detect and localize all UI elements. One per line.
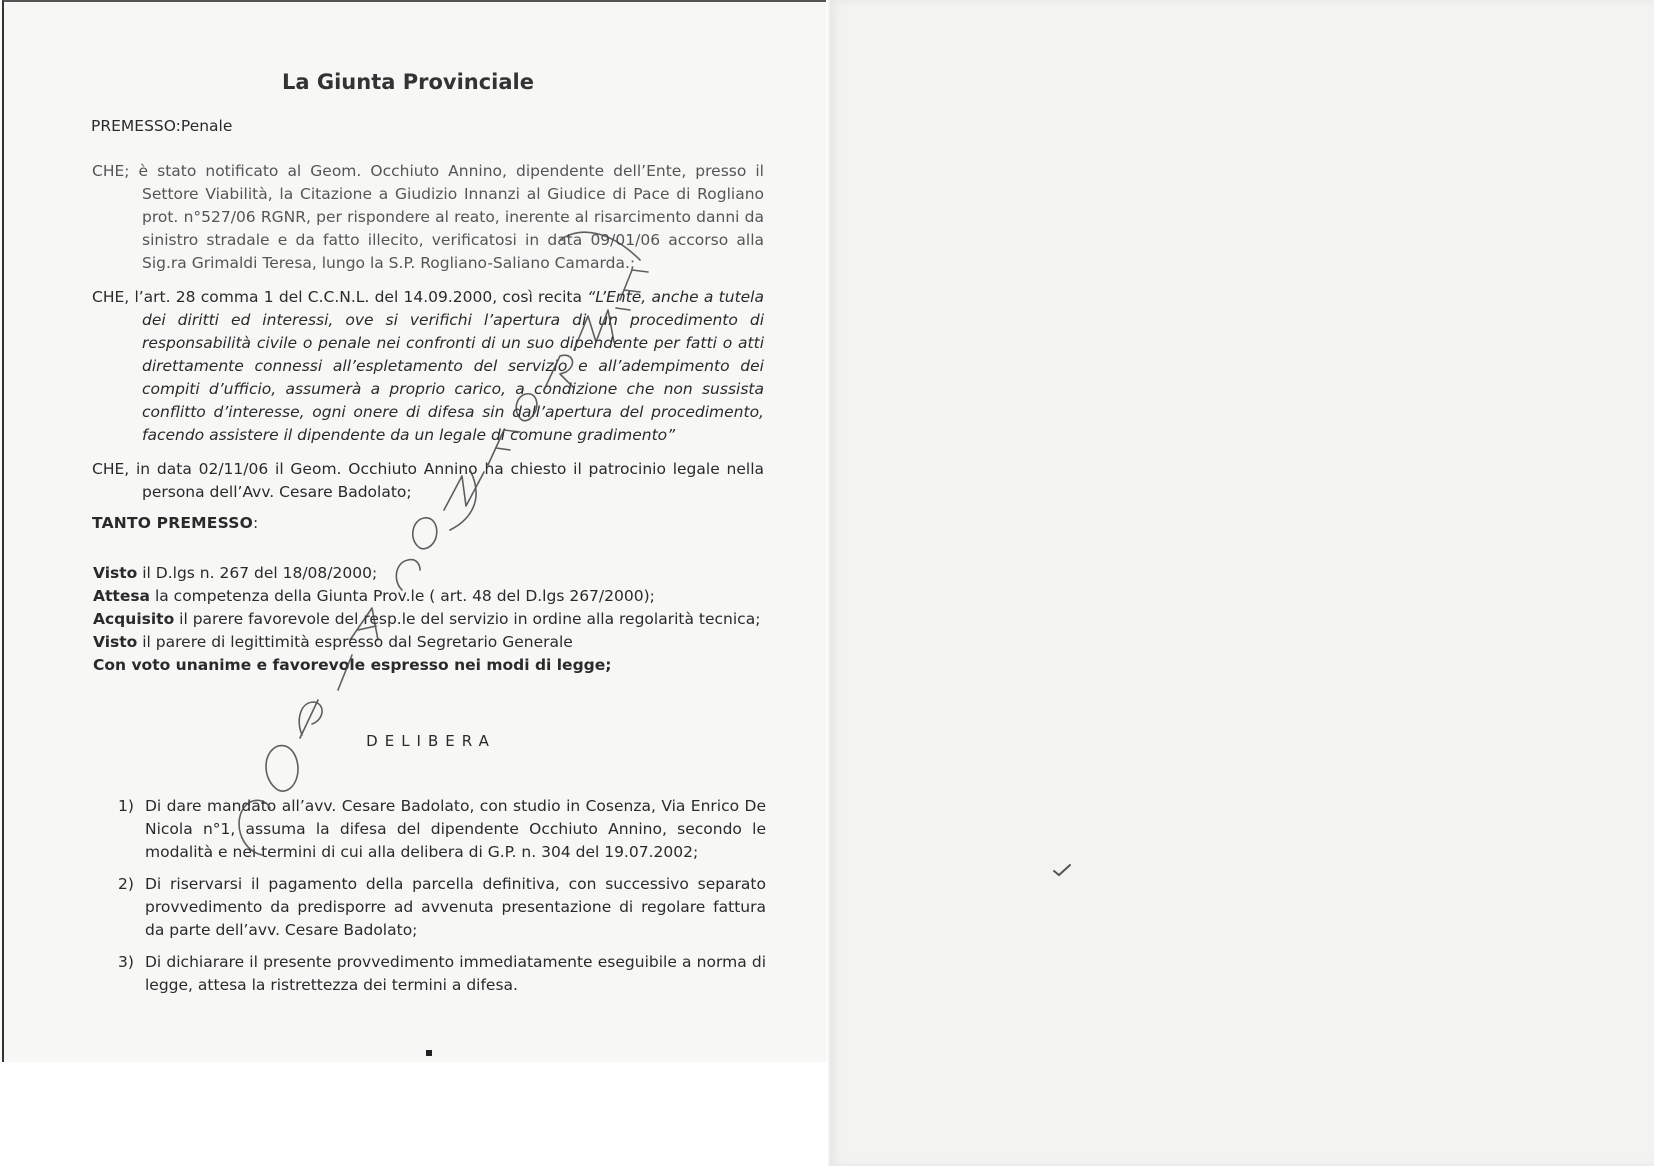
clause-paragraph — [92, 286, 764, 447]
considerations-list — [93, 562, 793, 677]
tanto-premesso-heading — [92, 514, 258, 532]
clause-quote: “L’Ente, anche a tutela dei diritti ed interessi, ove si verifichi l’apertura di un procedimento di responsabilità civile o penale nei confronti di un suo dipendente per fatti o atti direttamente connessi all’espletamento del servizio e all’adempimento dei compiti d’ufficio, assumerà a proprio carico, a condizione che non sussista conflitto d’interesse, ogni onere di difesa sin dall’apertura del procedimento, facendo assistere il dipendente da un legale di comune gradimento” — [142, 288, 764, 444]
clause-text: l’art. 28 comma 1 del C.C.N.L. del 14.09.2000, così recita — [134, 288, 583, 306]
clause-lead: CHE; — [92, 162, 130, 180]
clause-lead: CHE, — [92, 288, 130, 306]
clause-paragraph — [92, 458, 764, 504]
clause-che-3 — [92, 458, 764, 504]
clause-che-2 — [92, 286, 764, 447]
consideration-row — [93, 654, 793, 677]
clause-paragraph — [92, 160, 764, 275]
consideration-row — [93, 631, 793, 654]
document-title-text: La Giunta Provinciale — [282, 70, 534, 94]
right-page-blank — [828, 0, 1654, 1166]
scan-margin — [0, 1060, 828, 1166]
consideration-row — [93, 585, 793, 608]
item-number: 3) — [118, 953, 134, 971]
clause-text: è stato notificato al Geom. Occhiuto Annino, dipendente dell’Ente, presso il Settore Viabilità, la Citazione a Giudizio Innanzi al Giudice di Pace di Rogliano prot. n°527/06 RGNR, per rispondere al reato, inerente al risarcimento danni da sinistro stradale e da fatto illecito, verificatosi in data 09/01/06 accorso alla Sig.ra Grimaldi Teresa, lungo la S.P. Rogliano-Saliano Camarda.; — [138, 162, 764, 272]
checkmark-icon — [1052, 862, 1072, 878]
delibera-items — [118, 795, 766, 1006]
item-number: 1) — [118, 797, 134, 815]
clause-lead: CHE, — [92, 460, 130, 478]
item-text: Di riservarsi il pagamento della parcella definitiva, con successivo separato provvedimento da predisporre ad avvenuta presentazione di regolare fattura da parte dell’avv. Cesare Badolato; — [145, 875, 766, 939]
delibera-item — [118, 951, 766, 997]
document-body — [0, 0, 822, 1060]
clause-text: in data 02/11/06 il Geom. Occhiuto Annino ha chiesto il patrocinio legale nella persona dell’Avv. Cesare Badolato; — [136, 460, 764, 501]
consideration-row — [93, 562, 793, 585]
consideration-keyword: Acquisito — [93, 610, 175, 628]
consideration-text: il parere favorevole del resp.le del servizio in ordine alla regolarità tecnica; — [174, 610, 761, 628]
consideration-keyword: Visto — [93, 564, 138, 582]
consideration-text: la competenza della Giunta Prov.le ( art. 48 del D.lgs 267/2000); — [150, 587, 655, 605]
consideration-keyword: Visto — [93, 633, 138, 651]
premesso-heading: PREMESSO:Penale — [91, 117, 233, 135]
consideration-keyword: Con voto unanime e favorevole espresso nei modi di legge; — [93, 656, 612, 674]
delibera-heading: DELIBERA — [366, 732, 496, 750]
consideration-row — [93, 608, 793, 631]
consideration-text: il D.lgs n. 267 del 18/08/2000; — [137, 564, 378, 582]
clause-che-1 — [92, 160, 764, 275]
consideration-text: il parere di legittimità espresso dal Segretario Generale — [137, 633, 573, 651]
item-text: Di dare mandato all’avv. Cesare Badolato, con studio in Cosenza, Via Enrico De Nicola n°1, assuma la difesa del dipendente Occhiuto Annino, secondo le modalità e nei termini di cui alla delibera di G.P. n. 304 del 19.07.2002; — [145, 797, 766, 861]
delibera-item — [118, 873, 766, 942]
consideration-keyword: Attesa — [93, 587, 151, 605]
item-number: 2) — [118, 875, 134, 893]
item-text: Di dichiarare il presente provvedimento immediatamente eseguibile a norma di legge, attesa la ristrettezza dei termini a difesa. — [145, 953, 766, 994]
tanto-premesso-colon: : — [253, 514, 259, 532]
page-mark — [426, 1050, 432, 1056]
document-title — [0, 70, 822, 94]
delibera-item — [118, 795, 766, 864]
tanto-premesso-label: TANTO PREMESSO — [92, 514, 253, 532]
